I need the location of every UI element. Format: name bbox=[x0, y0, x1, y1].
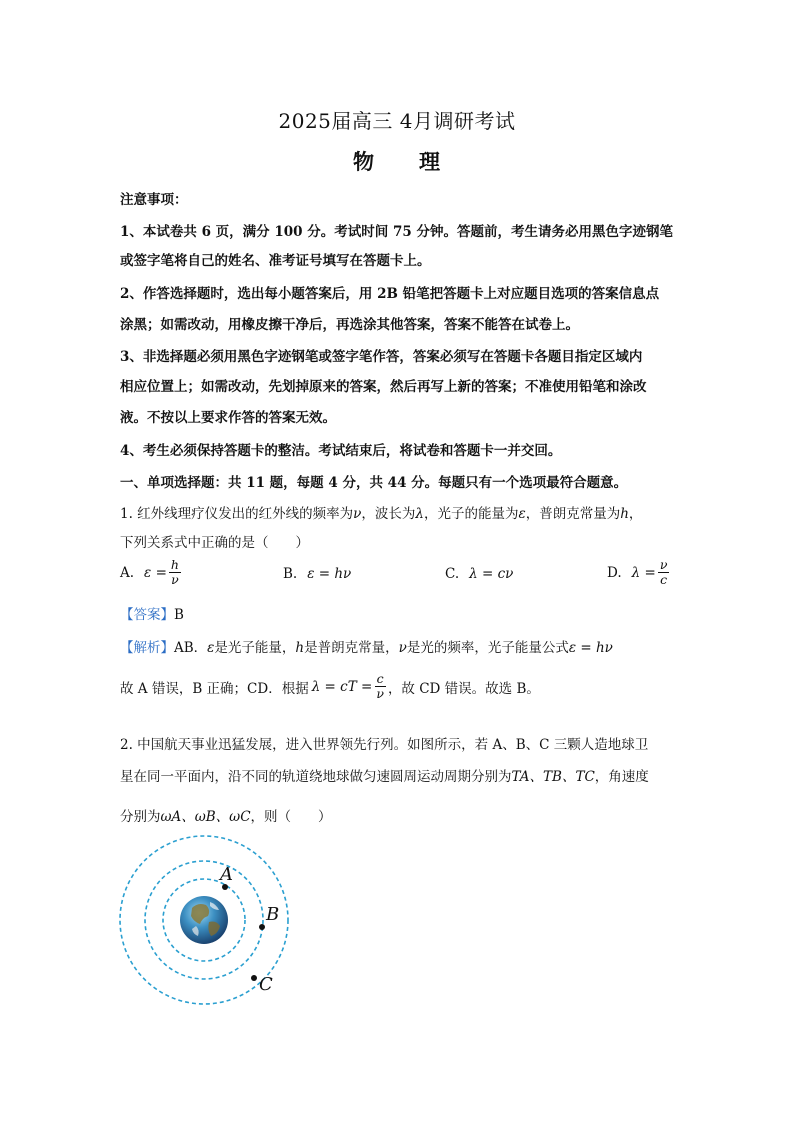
nu-symbol: ν bbox=[353, 506, 362, 522]
section-heading: 一、单项选择题：共 11 题，每题 4 分，共 44 分。每题只有一个选项最符合题意。 bbox=[120, 475, 628, 491]
satellite-c bbox=[251, 975, 257, 981]
notice-line-3: 2、作答选择题时，选出每小题答案后，用 2B 铅笔把答题卡上对应题目选项的答案信息点 bbox=[120, 286, 660, 302]
notice-line-4: 涂黑；如需改动，用橡皮擦干净后，再选涂其他答案，答案不能答在试卷上。 bbox=[120, 317, 579, 333]
q1-analysis-line-2: 故 A 错误，B 正确；CD．根据 λ = cT = $\frac{c}{\nu}$ ，故 CD 错误。故选 B。 bbox=[120, 671, 540, 701]
q1-option-b[interactable]: B. ε = hν bbox=[283, 566, 352, 582]
notice-line-6: 相应位置上；如需改动，先划掉原来的答案，然后再写上新的答案；不准使用铅笔和涂改 bbox=[120, 379, 647, 395]
exam-title: 2025届高三 4月调研考试 bbox=[278, 109, 516, 133]
answer-value: B bbox=[174, 607, 184, 623]
analysis-label: 【解析】 bbox=[120, 640, 174, 656]
subject-title bbox=[0, 146, 794, 176]
fraction: $\frac{h}{\nu}$ bbox=[170, 557, 179, 587]
satellite-b-label: B bbox=[266, 904, 280, 925]
notice-heading: 注意事项： bbox=[120, 192, 188, 208]
periods: TA、TB、TC bbox=[511, 769, 595, 785]
q1-stem-line-1: 1. 红外线理疗仪发出的红外线的频率为ν，波长为λ，光子的能量为ε，普朗克常量为h， bbox=[120, 506, 643, 522]
lambda-symbol: λ bbox=[415, 506, 424, 522]
q2-stem-line-3: 分别为ωA、ωB、ωC，则（ ） bbox=[120, 809, 332, 825]
notice-line-8: 4、考生必须保持答题卡的整洁。考试结束后，将试卷和答题卡一并交回。 bbox=[120, 443, 562, 459]
answer-label: 【答案】 bbox=[120, 607, 174, 623]
q2-stem-line-2: 星在同一平面内，沿不同的轨道绕地球做匀速圆周运动周期分别为TA、TB、TC，角速度 bbox=[120, 769, 649, 785]
subject-char-2: 理 bbox=[419, 149, 441, 174]
q2-stem-line-1: 2. 中国航天事业迅猛发展，进入世界领先行列。如图所示，若 A、B、C 三颗人造地球卫 bbox=[120, 737, 649, 753]
satellite-c-label: C bbox=[259, 974, 273, 995]
earth-icon bbox=[180, 896, 228, 944]
fraction: $\frac{\nu}{c}$ bbox=[659, 557, 668, 587]
notice-line-1: 1、本试卷共 6 页，满分 100 分。考试时间 75 分钟。答题前，考生请务必用黑色字迹钢笔 bbox=[120, 224, 673, 240]
h-symbol: h bbox=[620, 506, 629, 522]
notice-line-2: 或签字笔将自己的姓名、准考证号填写在答题卡上。 bbox=[120, 253, 431, 269]
orbit-diagram bbox=[112, 830, 312, 1010]
q1-option-a[interactable]: A. ε = $\frac{h}{\nu}$ bbox=[120, 557, 179, 587]
q1-stem-line-2: 下列关系式中正确的是（ ） bbox=[120, 535, 309, 551]
epsilon-symbol: ε bbox=[518, 506, 526, 522]
satellite-a-label: A bbox=[220, 864, 233, 885]
q1-option-d[interactable]: D. λ = $\frac{\nu}{c}$ bbox=[607, 557, 668, 587]
notice-line-7: 液。不按以上要求作答的答案无效。 bbox=[120, 410, 336, 426]
fraction: $\frac{c}{\nu}$ bbox=[376, 671, 384, 701]
q1-option-c[interactable]: C. λ = cν bbox=[445, 566, 514, 582]
subject-char-1: 物 bbox=[353, 149, 375, 174]
angular-velocities: ωA、ωB、ωC bbox=[160, 809, 251, 825]
q1-answer bbox=[120, 603, 184, 623]
satellite-b bbox=[259, 924, 265, 930]
notice-line-5: 3、非选择题必须用黑色字迹钢笔或签字笔作答，答案必须写在答题卡各题目指定区域内 bbox=[120, 349, 643, 365]
q1-analysis-line-1: 【解析】AB．ε是光子能量，h是普朗克常量，ν是光的频率，光子能量公式ε = hν bbox=[120, 640, 613, 656]
